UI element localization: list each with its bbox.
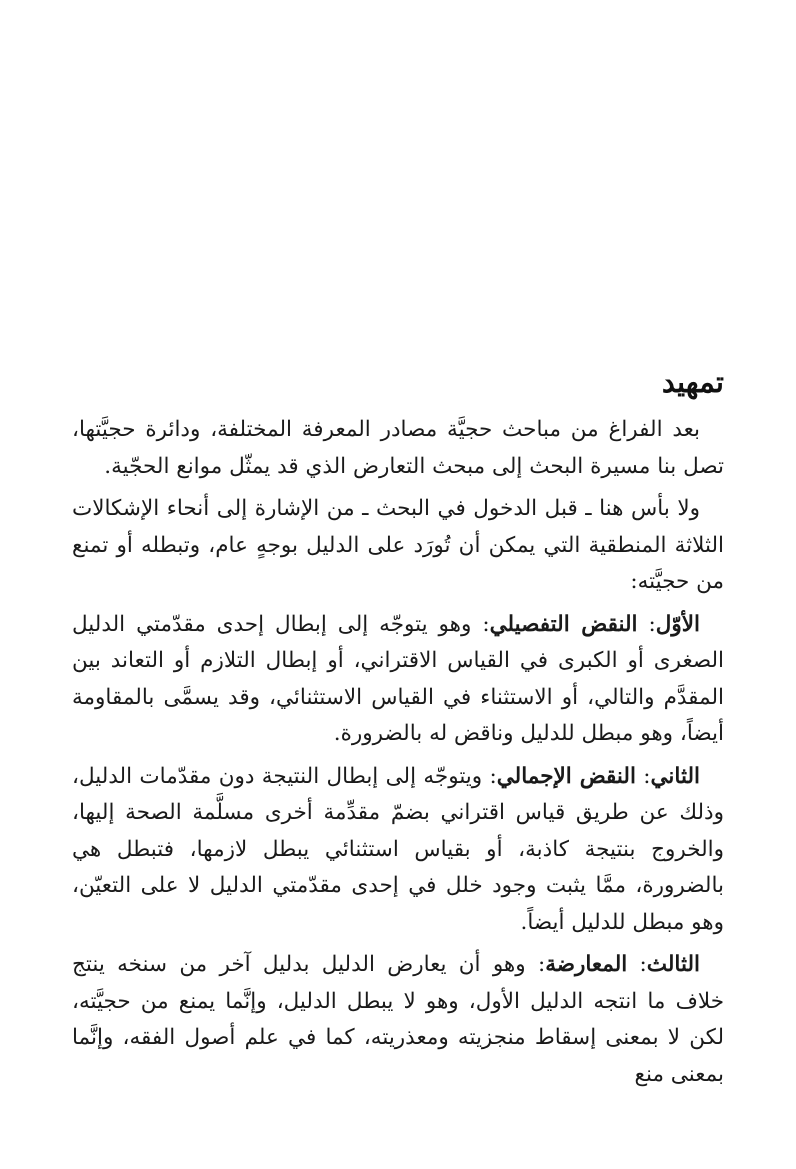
item-label: الأوّل [655, 611, 700, 637]
paragraph-preface [72, 491, 724, 601]
paragraph-intro [72, 412, 724, 485]
item-label: الثاني [650, 763, 700, 789]
paragraph-text: ولا بأس هنا ـ قبل الدخول في البحث ـ من الإشارة إلى أنحاء الإشكالات الثلاثة المنطقية التي يمكن أن تُورَد على الدليل بوجهٍ عام، وتبطله أو تمنع من حجيَّته: [72, 496, 724, 594]
section-heading: تمهيد [661, 365, 724, 399]
item-term: النقض الإجمالي [496, 763, 636, 789]
body-text [72, 412, 724, 1099]
paragraph-third-objection: الثالث: المعارضة: وهو أن يعارض الدليل بدليل آخر من سنخه ينتج خلاف ما انتجه الدليل الأول، وهو لا يبطل الدليل، وإنَّما يمنع من حجيَّته، لكن لا بمعنى إسقاط منجزيته ومعذريته، كما في علم أصول الفقه، وإنَّما بمعنى منع [72, 952, 724, 1087]
paragraph-text: وهو أن يعارض الدليل بدليل آخر من سنخه ينتج خلاف ما انتجه الدليل الأول، وهو لا يبطل الدليل، وإنَّما يمنع من حجيَّته، لكن لا بمعنى إسقاط منجزيته ومعذريته، كما في علم أصول الفقه، وإنَّما بمعنى منع [72, 952, 724, 1087]
item-term: المعارضة [545, 952, 628, 977]
paragraph-first-objection: الأوّل: النقض التفصيلي: وهو يتوجّه إلى إبطال إحدى مقدّمتي الدليل الصغرى أو الكبرى في القياس الاقتراني، أو إبطال التلازم أو التعاند بين المقدَّم والتالي، أو الاستثناء في القياس الاستثنائي، وقد يسمَّى بالمقاومة أيضاً، وهو مبطل للدليل وناقض له بالضرورة. [72, 611, 724, 746]
paragraph-second-objection: الثاني: النقض الإجمالي: ويتوجّه إلى إبطال النتيجة دون مقدّمات الدليل، وذلك عن طريق قياس اقتراني بضمّ مقدِّمة أخرى مسلَّمة الصحة إليها، والخروج بنتيجة كاذبة، أو بقياس استثنائي يبطل لازمها، فتبطل هي بالضرورة، ممَّا يثبت وجود خلل في إحدى مقدّمتي الدليل لا على التعيّن، وهو مبطل للدليل أيضاً. [72, 763, 724, 935]
item-label: الثالث [646, 952, 700, 977]
item-term: النقض التفصيلي [489, 611, 638, 637]
paragraph-text: وهو يتوجّه إلى إبطال إحدى مقدّمتي الدليل الصغرى أو الكبرى في القياس الاقتراني، أو إبطال التلازم أو التعاند بين المقدَّم والتالي، أو الاستثناء في القياس الاستثنائي، وقد يسمَّى بالمقاومة أيضاً، وهو مبطل للدليل وناقض له بالضرورة. [72, 611, 724, 746]
paragraph-text: ويتوجّه إلى إبطال النتيجة دون مقدّمات الدليل، وذلك عن طريق قياس اقتراني بضمّ مقدِّمة أخرى مسلَّمة الصحة إليها، والخروج بنتيجة كاذبة، أو بقياس استثنائي يبطل لازمها، فتبطل هي بالضرورة، ممَّا يثبت وجود خلل في إحدى مقدّمتي الدليل لا على التعيّن، وهو مبطل للدليل أيضاً. [72, 763, 724, 935]
paragraph-text: بعد الفراغ من مباحث حجيَّة مصادر المعرفة المختلفة، ودائرة حجيَّتها، تصل بنا مسيرة البحث إلى مبحث التعارض الذي قد يمثّل موانع الحجّية. [72, 417, 724, 479]
